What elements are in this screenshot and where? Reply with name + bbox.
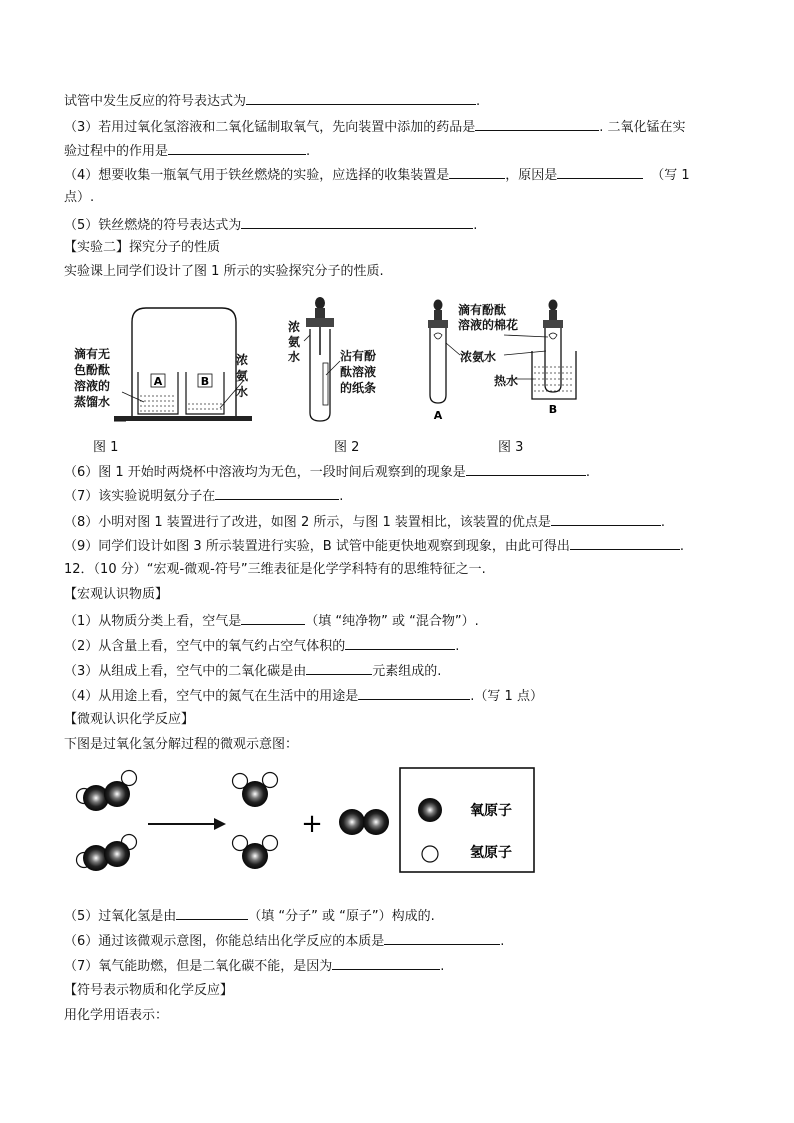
hydrogen-atom-icon [422,846,438,862]
h2o-molecule [233,836,278,870]
fig3-mid-label: 浓氨水 [460,350,497,364]
question-4-line: （4）想要收集一瓶氧气用于铁丝燃烧的实验，应选择的收集装置是 ，原因是 （写 1 [64,165,690,185]
fig1-right-label: 浓 氨 水 [236,353,249,399]
micro-intro-line: 下图是过氧化氢分解过程的微观示意图： [64,737,299,752]
fig1-left-label: 滴有无 色酚酞 溶液的 蒸馏水 [74,347,111,409]
answer-blank[interactable] [345,636,455,650]
question-6-line: （6）图 1 开始时两烧杯中溶液均为无色，一段时间后观察到的现象是 . [64,462,590,482]
tube-b-label: B [548,403,558,416]
question-5-line: （5）铁丝燃烧的符号表达式为 . [64,215,477,235]
h2o-molecule [233,773,278,808]
answer-blank[interactable] [570,536,680,550]
answer-blank[interactable] [466,462,586,476]
question-9-line: （9）同学们设计如图 3 所示装置进行实验，B 试管中能更快地观察到现象，由此可得出 . [64,536,684,556]
answer-blank[interactable] [168,141,306,155]
beaker-a-label: A [153,375,163,388]
stopper [306,318,334,327]
answer-blank[interactable] [551,512,661,526]
fig3-top-label: 滴有酚酞 溶液的棉花 [458,303,519,332]
section-experiment-2: 【实验二】探究分子的性质 [64,240,221,255]
fig2-right-label: 沾有酚 酞溶液 的纸条 [340,349,377,395]
answer-blank[interactable] [332,956,440,970]
question-3-line: （3）若用过氧化氢溶液和二氧化锰制取氧气，先向装置中添加的药品是 . 二氧化锰在实 [64,117,686,137]
question-12-3-line: （3）从组成上看，空气中的二氧化碳是由 元素组成的. [64,661,441,681]
question-12-1-line: （1）从物质分类上看，空气是 （填 “纯净物” 或 “混合物”）. [64,611,479,631]
question-7-line: （7）该实验说明氨分子在 . [64,486,343,506]
legend-hydrogen: 氢原子 [470,845,512,861]
table-base [114,416,252,421]
fig2-left-label: 浓 氨 水 [288,320,301,364]
answer-blank[interactable] [557,165,643,179]
plus-sign: + [301,809,323,839]
section-symbols: 【符号表示物质和化学反应】 [64,983,234,998]
answer-blank[interactable] [449,165,505,179]
symbols-intro-line: 用化学用语表示： [64,1008,169,1023]
question-4-line-2: 点）. [64,190,95,205]
fig3-hot-water-label: 热水 [494,374,519,388]
question-12-4-line: （4）从用途上看，空气中的氮气在生活中的用途是 .（写 1 点） [64,686,543,706]
beaker-b-label: B [200,375,210,388]
fig3-caption: 图 3 [498,440,524,455]
molecule-diagram [66,764,536,884]
dropper-bulb [315,297,325,309]
oxygen-atom-icon [418,798,442,822]
fig1-caption: 图 1 [93,440,119,455]
answer-blank[interactable] [358,686,470,700]
answer-blank[interactable] [241,611,305,625]
answer-blank[interactable] [384,931,500,945]
answer-blank[interactable] [241,215,473,229]
tube-a-label: A [433,409,443,422]
answer-blank[interactable] [176,906,248,920]
section-micro: 【微观认识化学反应】 [64,712,195,727]
answer-blank[interactable] [246,91,476,105]
answer-blank[interactable] [475,117,599,131]
section-macro: 【宏观认识物质】 [64,587,169,602]
question-12-2-line: （2）从含量上看，空气中的氧气约占空气体积的 . [64,636,459,656]
legend-box [400,768,534,872]
h2o2-molecule [77,835,137,872]
question-8-line: （8）小明对图 1 装置进行了改进，如图 2 所示，与图 1 装置相比，该装置的优点是 . [64,512,665,532]
question-12-7-line: （7）氧气能助燃，但是二氧化碳不能，是因为 . [64,956,444,976]
paper-strip [323,363,328,405]
o2-molecule [339,809,389,835]
answer-blank[interactable] [306,661,372,675]
intro-line: 实验课上同学们设计了图 1 所示的实验探究分子的性质. [64,264,384,279]
line-reaction-expression: 试管中发生反应的符号表达式为 . [64,91,480,111]
fig2-caption: 图 2 [334,440,360,455]
h2o2-molecule [77,771,137,812]
question-3-line-2: 验过程中的作用是 . [64,141,310,161]
question-12-6-line: （6）通过该微观示意图，你能总结出化学反应的本质是 . [64,931,504,951]
legend-oxygen: 氧原子 [470,803,512,819]
question-12-heading: 12．（10 分）“宏观-微观-符号”三维表征是化学学科特有的思维特征之一. [64,562,486,577]
question-12-5-line: （5）过氧化氢是由 （填 “分子” 或 “原子”）构成的. [64,906,435,926]
answer-blank[interactable] [215,486,339,500]
